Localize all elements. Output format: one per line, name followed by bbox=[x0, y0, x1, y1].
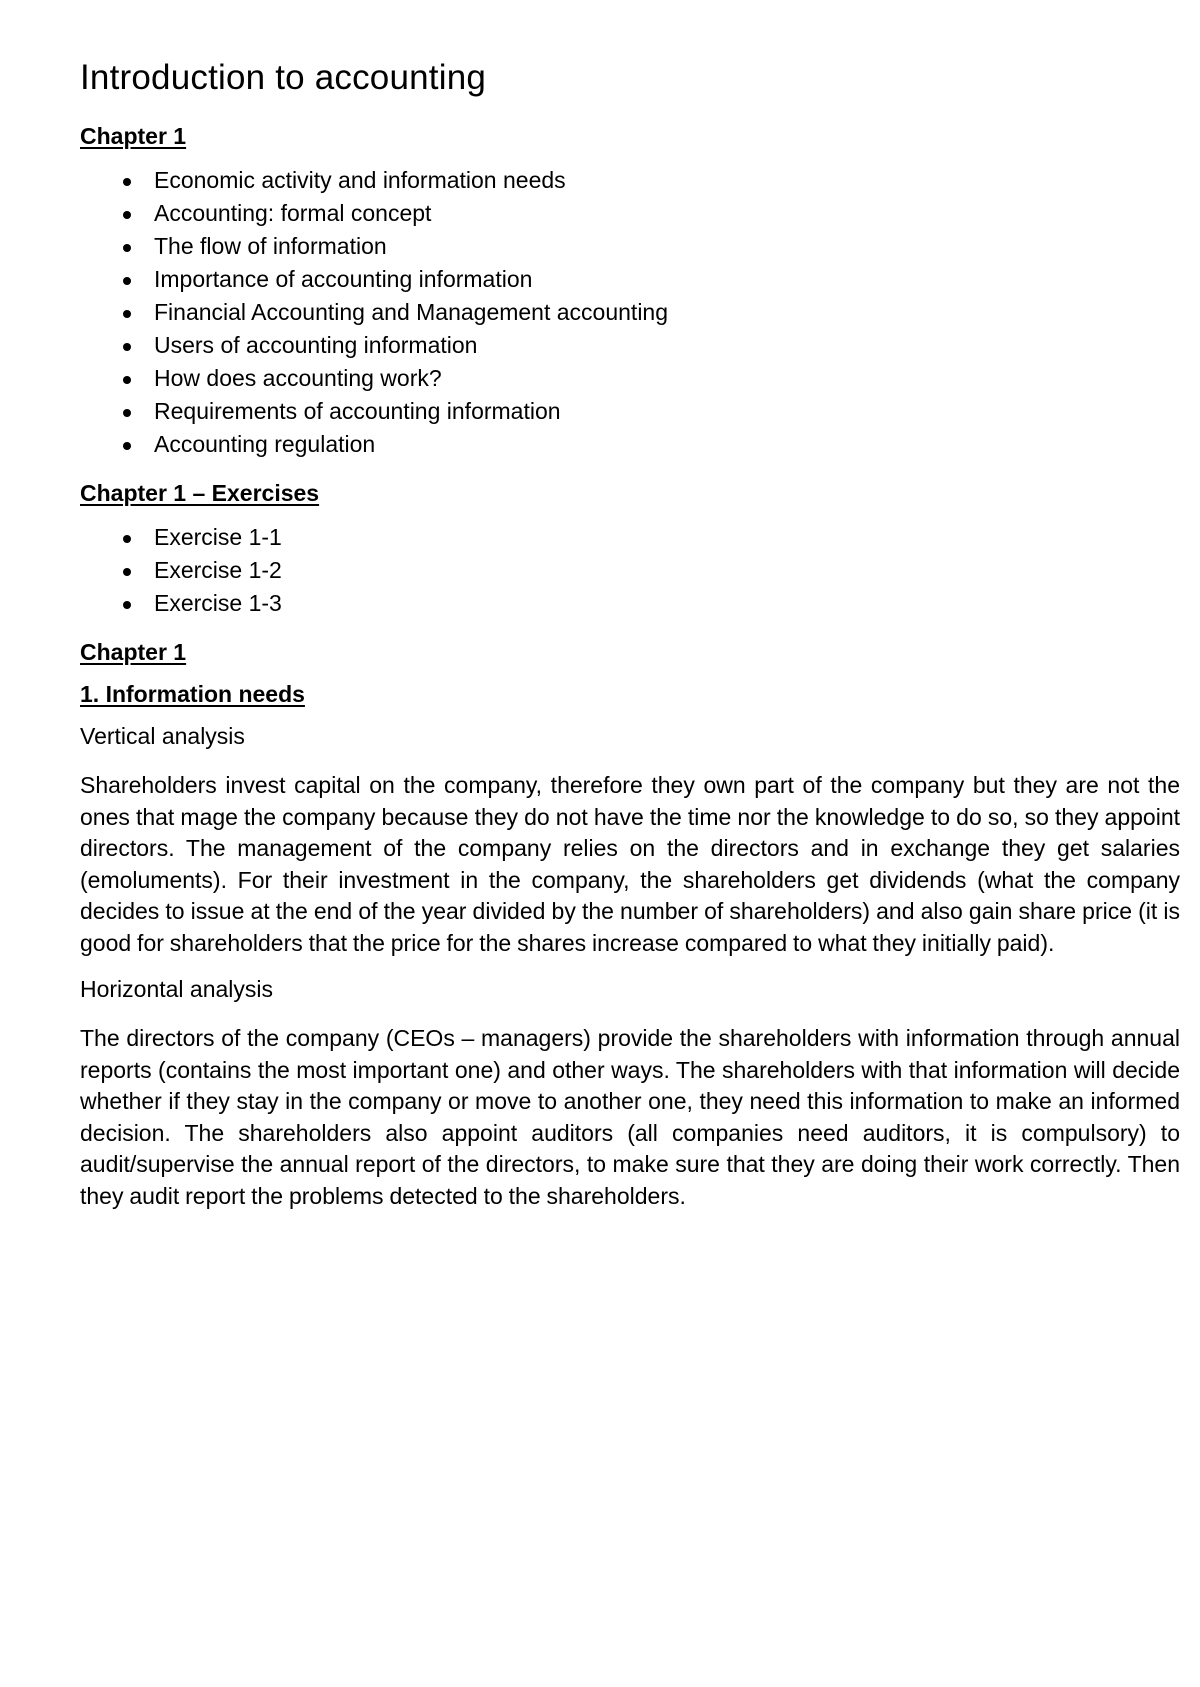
list-item bbox=[80, 230, 1180, 263]
bullet-icon bbox=[123, 409, 131, 417]
document-title: Introduction to accounting bbox=[80, 58, 487, 97]
list-item bbox=[80, 554, 1180, 587]
list-item-text: Importance of accounting information bbox=[154, 266, 533, 292]
list-item-text: Exercise 1-2 bbox=[154, 557, 282, 583]
bullet-icon bbox=[123, 178, 131, 186]
document-page bbox=[80, 56, 1180, 1228]
exercises-heading: Chapter 1 – Exercises bbox=[80, 480, 320, 506]
bullet-icon bbox=[123, 601, 131, 609]
list-item bbox=[80, 329, 1180, 362]
list-item-text: Requirements of accounting information bbox=[154, 398, 561, 424]
bullet-icon bbox=[123, 376, 131, 384]
bullet-icon bbox=[123, 277, 131, 285]
list-item bbox=[80, 164, 1180, 197]
bullet-icon bbox=[123, 535, 131, 543]
chapter-heading: Chapter 1 bbox=[80, 123, 187, 149]
bullet-icon bbox=[123, 343, 131, 351]
list-item bbox=[80, 362, 1180, 395]
horizontal-analysis-heading: Horizontal analysis bbox=[80, 976, 274, 1002]
bullet-icon bbox=[123, 211, 131, 219]
information-needs-heading: 1. Information needs bbox=[80, 681, 305, 707]
bullet-icon bbox=[123, 568, 131, 576]
list-item-text: How does accounting work? bbox=[154, 365, 442, 391]
list-item-text: Users of accounting information bbox=[154, 332, 478, 358]
horizontal-analysis-paragraph: The directors of the company (CEOs – managers) provide the shareholders with information through annual reports (contains the most important one) and other ways. The shareholders with that information will decide whether if they stay in the company or move to another one, they need this information to make an informed decision. The shareholders also appoint auditors (all companies need auditors, it is compulsory) to audit/supervise the annual report of the directors, to make sure that they are doing their work correctly. Then they audit report the problems detected to the shareholders. bbox=[80, 1025, 1180, 1209]
list-item bbox=[80, 428, 1180, 461]
bullet-icon bbox=[123, 244, 131, 252]
vertical-analysis-paragraph: Shareholders invest capital on the company, therefore they own part of the company but they are not the ones that mage the company because they do not have the time nor the knowledge to do so, so they appoint directors. The management of the company relies on the directors and in exchange they get salaries (emoluments). For their investment in the company, the shareholders get dividends (what the company decides to issue at the end of the year divided by the number of shareholders) and also gain share price (it is good for shareholders that the price for the shares increase compared to what they initially paid). bbox=[80, 772, 1180, 956]
chapter-topics-list bbox=[80, 164, 1180, 461]
chapter-heading-2: Chapter 1 bbox=[80, 639, 187, 665]
list-item-text: Accounting: formal concept bbox=[154, 200, 432, 226]
list-item bbox=[80, 296, 1180, 329]
vertical-analysis-heading: Vertical analysis bbox=[80, 723, 245, 749]
list-item-text: Financial Accounting and Management accounting bbox=[154, 299, 669, 325]
list-item-text: Exercise 1-1 bbox=[154, 524, 282, 550]
list-item-text: Exercise 1-3 bbox=[154, 590, 282, 616]
list-item-text: Accounting regulation bbox=[154, 431, 376, 457]
list-item bbox=[80, 395, 1180, 428]
list-item bbox=[80, 263, 1180, 296]
list-item bbox=[80, 521, 1180, 554]
bullet-icon bbox=[123, 310, 131, 318]
list-item bbox=[80, 587, 1180, 620]
list-item-text: The flow of information bbox=[154, 233, 387, 259]
exercises-list bbox=[80, 521, 1180, 620]
list-item-text: Economic activity and information needs bbox=[154, 167, 566, 193]
list-item bbox=[80, 197, 1180, 230]
bullet-icon bbox=[123, 442, 131, 450]
